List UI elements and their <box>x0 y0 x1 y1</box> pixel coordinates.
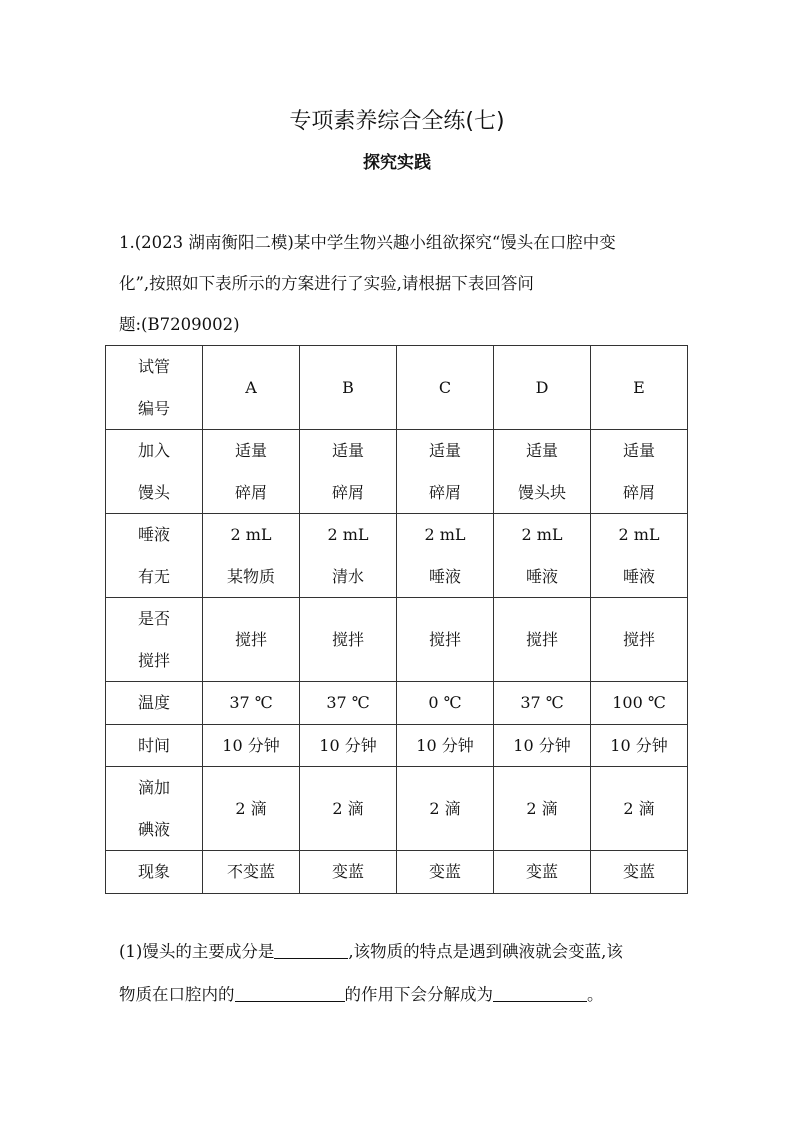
row-label: 加入 馒头 <box>106 430 203 514</box>
table-cell: 搅拌 <box>397 598 494 682</box>
table-cell: 2 mL 唾液 <box>397 514 494 598</box>
table-cell: 变蓝 <box>494 851 591 894</box>
table-cell: 2 mL 唾液 <box>591 514 688 598</box>
table-cell: 2 滴 <box>397 767 494 851</box>
table-cell: 10 分钟 <box>300 724 397 767</box>
page-subtitle: 探究实践 <box>363 153 431 173</box>
table-cell: 不变蓝 <box>203 851 300 894</box>
question-1-line-1: 1.(2023 湖南衡阳二模)某中学生物兴趣小组欲探究“馒头在口腔中变 <box>119 233 616 252</box>
sub-question-1-line-1: (1)馒头的主要成分是 ,该物质的特点是遇到碘液就会变蓝,该 <box>119 942 623 961</box>
column-header: A <box>203 346 300 430</box>
table-cell: 37 ℃ <box>203 682 300 725</box>
table-cell: 搅拌 <box>591 598 688 682</box>
table-cell: 2 mL 清水 <box>300 514 397 598</box>
table-row-phenomenon <box>106 851 688 894</box>
row-label: 是否 搅拌 <box>106 598 203 682</box>
row-label: 现象 <box>106 851 203 894</box>
table-cell: 10 分钟 <box>494 724 591 767</box>
table-cell: 适量 碎屑 <box>203 430 300 514</box>
column-header: E <box>591 346 688 430</box>
table-cell: 变蓝 <box>300 851 397 894</box>
table-row-stir <box>106 598 688 682</box>
table-cell: 10 分钟 <box>203 724 300 767</box>
column-header: D <box>494 346 591 430</box>
table-cell: 0 ℃ <box>397 682 494 725</box>
sub-question-1 <box>119 930 689 1016</box>
question-1-line-3: 题:(B7209002) <box>119 315 240 334</box>
table-cell: 10 分钟 <box>397 724 494 767</box>
row-label-tube-number: 试管 编号 <box>106 346 203 430</box>
row-label: 温度 <box>106 682 203 725</box>
table-row-iodine <box>106 767 688 851</box>
table-cell: 2 滴 <box>300 767 397 851</box>
column-header: C <box>397 346 494 430</box>
table-cell: 搅拌 <box>203 598 300 682</box>
page-title: 专项素养综合全练(七) <box>289 109 505 134</box>
answer-blank-3[interactable] <box>493 985 587 1002</box>
table-cell: 2 mL 唾液 <box>494 514 591 598</box>
table-cell: 100 ℃ <box>591 682 688 725</box>
table-cell: 适量 碎屑 <box>591 430 688 514</box>
table-cell: 适量 馒头块 <box>494 430 591 514</box>
table-row-temperature <box>106 682 688 725</box>
table-cell: 2 滴 <box>591 767 688 851</box>
column-header: B <box>300 346 397 430</box>
question-1-stem <box>119 222 689 345</box>
table-row-saliva <box>106 514 688 598</box>
sub-question-1-line-2: 物质在口腔内的 的作用下会分解成为 。 <box>119 985 604 1004</box>
table-cell: 10 分钟 <box>591 724 688 767</box>
table-cell: 适量 碎屑 <box>300 430 397 514</box>
row-label: 唾液 有无 <box>106 514 203 598</box>
experiment-table <box>105 345 688 894</box>
row-label: 滴加 碘液 <box>106 767 203 851</box>
table-cell: 2 滴 <box>203 767 300 851</box>
table-cell: 搅拌 <box>300 598 397 682</box>
table-cell: 2 mL 某物质 <box>203 514 300 598</box>
table-cell: 变蓝 <box>591 851 688 894</box>
table-cell: 变蓝 <box>397 851 494 894</box>
question-1-line-2: 化”,按照如下表所示的方案进行了实验,请根据下表回答问 <box>119 274 534 293</box>
row-label: 时间 <box>106 724 203 767</box>
table-row-time <box>106 724 688 767</box>
table-cell: 搅拌 <box>494 598 591 682</box>
table-cell: 37 ℃ <box>300 682 397 725</box>
table-cell: 2 滴 <box>494 767 591 851</box>
answer-blank-1[interactable] <box>274 942 348 959</box>
table-header-row <box>106 346 688 430</box>
answer-blank-2[interactable] <box>235 985 345 1002</box>
table-cell: 37 ℃ <box>494 682 591 725</box>
table-row-bread <box>106 430 688 514</box>
table-cell: 适量 碎屑 <box>397 430 494 514</box>
